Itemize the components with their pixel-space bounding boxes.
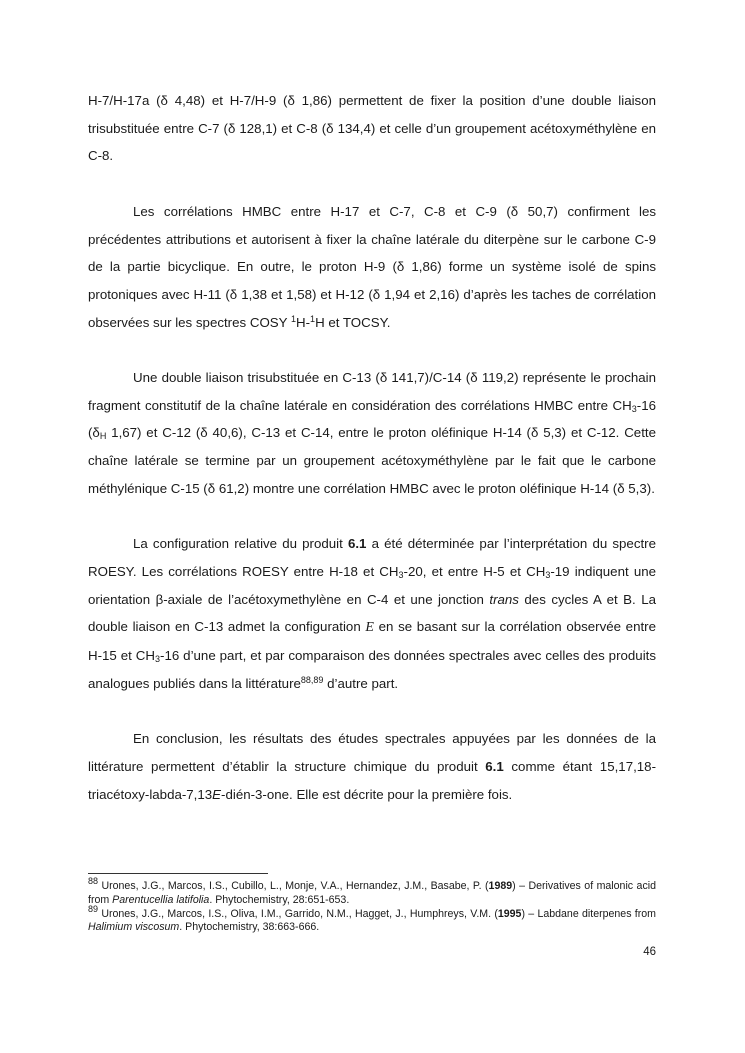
- paragraph-5: En conclusion, les résultats des études spectrales appuyées par les données de la littérature permettent d’établir la structure chimique du produit 6.1 comme étant 15,17,18-triacétoxy-labda-7,13E-dién-3-one. Elle est décrite pour la première fois.: [88, 731, 656, 802]
- paragraph-2: Les corrélations HMBC entre H-17 et C-7, C-8 et C-9 (δ 50,7) confirment les précédentes attributions et autorisent à fixer la chaîne latérale du diterpène sur le carbone C-9 de la partie bicyclique. En outre, le proton H-9 (δ 1,86) forme un système isolé de spins protoniques avec H-11 (δ 1,38 et 1,58) et H-12 (δ 1,94 et 2,16) d’après les taches de corrélation observées sur les spectres COSY $^1$H-$^1$H et TOCSY.: [88, 203, 656, 330]
- paragraph-1: H-7/H-17a (δ 4,48) et H-7/H-9 (δ 1,86) permettent de fixer la position d’une double liaison trisubstituée entre C-7 (δ 128,1) et C-8 (δ 134,4) et celle d’un groupement acétoxyméthylène en C-8.: [88, 93, 656, 164]
- footnote-88: $^{88}$ Urones, J.G., Marcos, I.S., Cubillo, L., Monje, V.A., Hernandez, J.M., Basabe, P. (1989) – Derivatives of malonic acid from Parentucellia latifolia. Phytochemistry, 28:651-653.: [88, 876, 656, 906]
- paragraph-3: Une double liaison trisubstituée en C-13 (δ 141,7)/C-14 (δ 119,2) représente le prochain fragment constitutif de la chaîne latérale en considération des corrélations HMBC entre $CH_3-16$ ($\delta_H$ 1,67) et C-12 (δ 40,6), C-13 et C-14, entre le proton oléfinique H-14 (δ 5,3) et C-12. Cette chaîne latérale se termine par un groupement acétoxyméthylène par le fait que le carbone méthylénique C-15 (δ 61,2) montre une corrélation HMBC avec le proton oléfinique H-14 (δ 5,3).: [88, 370, 656, 496]
- paragraph-4: La configuration relative du produit 6.1 a été déterminée par l’interprétation du spectre ROESY. Les corrélations ROESY entre H-18 et $CH_3-20$, et entre H-5 et $CH_3-19$ indiquent une orientation β-axiale de l’acétoxymethylène en C-4 et une jonction trans des cycles A et B. La double liaison en C-13 admet la configuration E en se basant sur la corrélation observée entre H-15 et $CH_3-16$ d’une part, et par comparaison des données spectrales avec celles des produits analogues publiés dans la littérature$^{88,89}$ d’autre part.: [88, 536, 657, 691]
- footnotes: [88, 873, 656, 935]
- citation-88-89[interactable]: 88,89: [300, 674, 324, 685]
- footnote-divider: [88, 873, 268, 874]
- page-number: 46: [643, 946, 656, 958]
- footnote-89: $^{89}$ Urones, J.G., Marcos, I.S., Oliva, I.M., Garrido, N.M., Hagget, J., Humphreys, V.M. (1995) – Labdane diterpenes from Halimium viscosum. Phytochemistry, 38:663-666.: [88, 903, 656, 934]
- body-text: [88, 87, 656, 836]
